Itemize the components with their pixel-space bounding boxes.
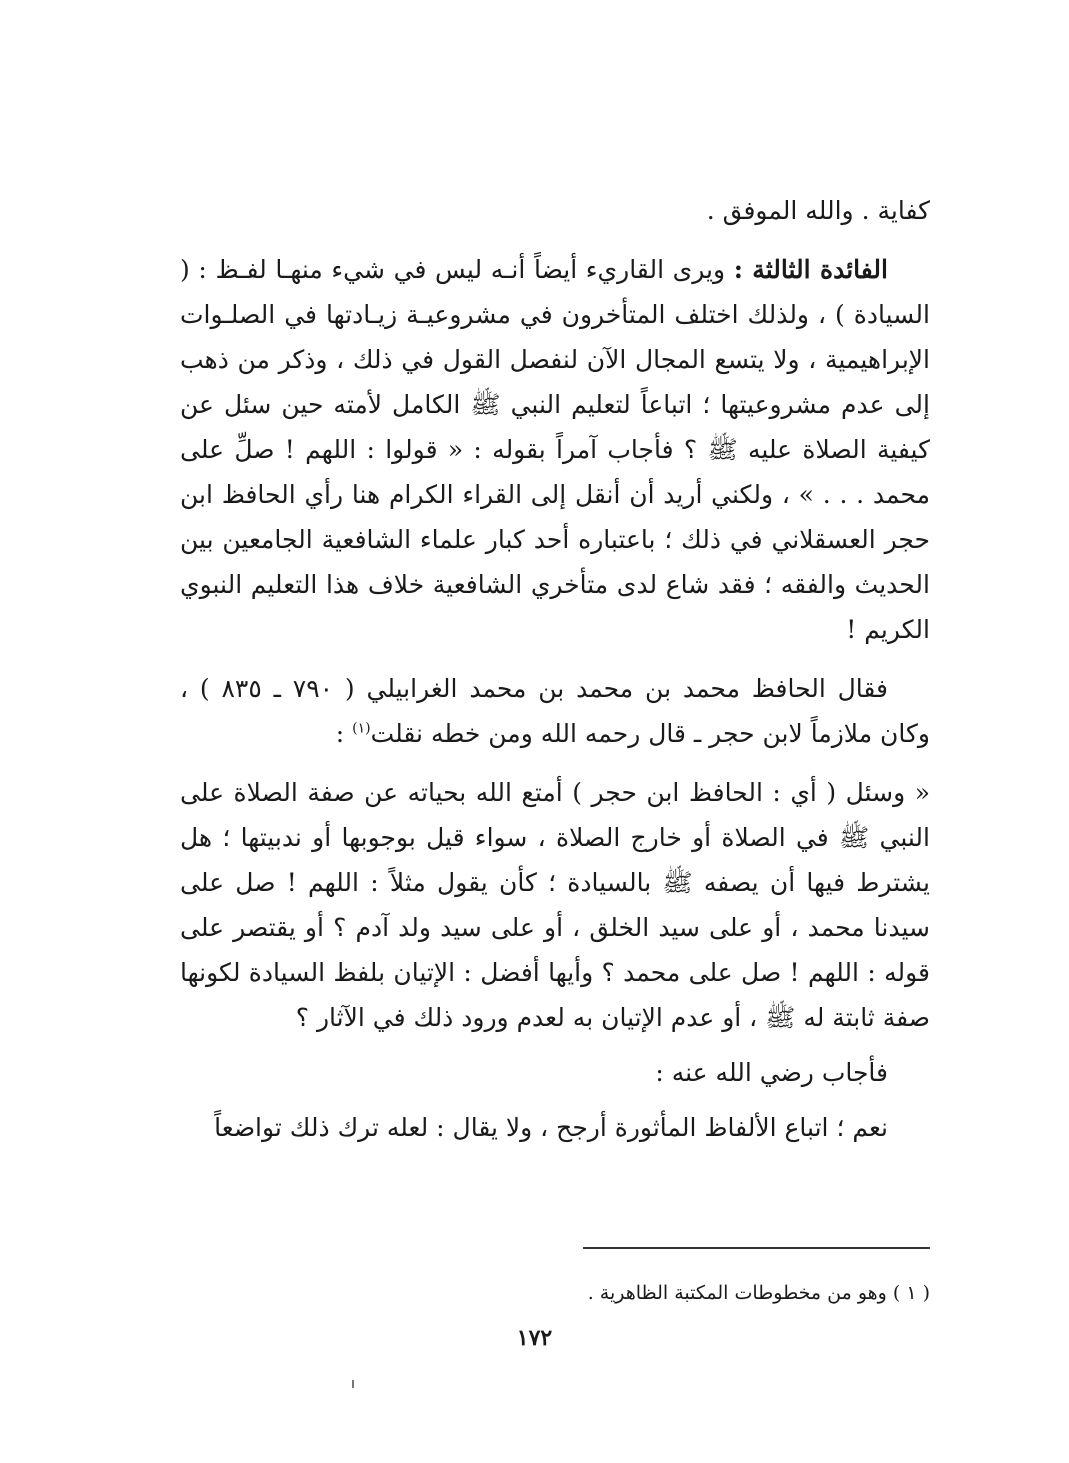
footnote-divider [583, 1247, 930, 1249]
main-text [180, 188, 930, 1150]
paragraph-gharabili [180, 666, 930, 756]
footnote: ( ١ ) وهو من مخطوطات المكتبة الظاهرية . [587, 1282, 930, 1304]
footnote-reference[interactable]: (١) [352, 720, 371, 737]
paragraph-body: ويرى القاريء أيضاً أنـه ليس في شيء منهـا لفـظ : ( السيادة ) ، ولذلك اختلف المتأخرون في مشروعيـة زيـادتها في الصلـوات الإبراهيمية ، ولا يتسع المجال الآن لنفصل القول في ذلك ، وذكر من ذهب إلى عدم مشروعيتها ؛ اتباعاً لتعليم النبي ﷺ الكامل لأمته حين سئل عن كيفية الصلاة عليه ﷺ ؟ فأجاب آمراً بقوله : « قولوا : اللهم ! صلِّ على محمد . . . » ، ولكني أريد أن أنقل إلى القراء الكرام هنا رأي الحافظ ابن حجر العسقلاني في ذلك ؛ باعتباره أحد كبار علماء الشافعية الجامعين بين الحديث والفقه ؛ فقد شاع لدى متأخري الشافعية خلاف هذا التعليم النبوي الكريم ! [180, 255, 930, 644]
opening-line: كفاية . والله الموفق . [706, 196, 930, 225]
paragraph-body: فقال الحافظ محمد بن محمد بن محمد الغرابيلي ( ٧٩٠ ـ ٨٣٥ ) ، وكان ملازماً لابن حجر ـ قال رحمه الله ومن خطه نقلت [180, 674, 930, 748]
paragraph-answer: نعم ؛ اتباع الألفاظ المأثورة أرجح ، ولا يقال : لعله ترك ذلك تواضعاً [214, 1113, 888, 1142]
paragraph-tail: : [335, 719, 353, 748]
paragraph-lead: الفائدة الثالثة : [733, 255, 888, 284]
paragraph-third-benefit [180, 247, 930, 652]
scan-speck [352, 1380, 354, 1388]
paragraph-question: « وسئل ( أي : الحافظ ابن حجر ) أمتع الله بحياته عن صفة الصلاة على النبي ﷺ في الصلاة أو خارج الصلاة ، سواء قيل بوجوبها أو ندبيتها ؛ هل يشترط فيها أن يصفه ﷺ بالسيادة ؛ كأن يقول مثلاً : اللهم ! صل على سيدنا محمد ، أو على سيد الخلق ، أو على سيد ولد آدم ؟ أو يقتصر على قوله : اللهم ! صل على محمد ؟ وأيها أفضل : الإتيان بلفظ السيادة لكونها صفة ثابتة له ﷺ ، أو عدم الإتيان به لعدم ورود ذلك في الآثار ؟ [180, 778, 930, 1032]
paragraph-answer-intro: فأجاب رضي الله عنه : [655, 1058, 888, 1087]
page-number: ١٧٢ [516, 1325, 553, 1351]
